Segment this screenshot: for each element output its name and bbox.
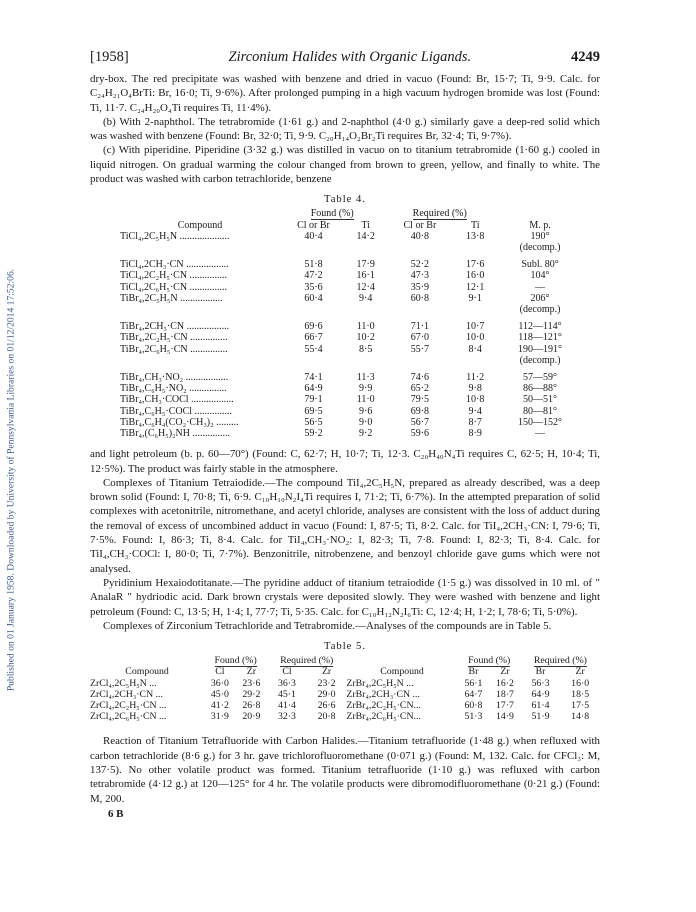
table5-cell: 20·8 bbox=[317, 711, 336, 723]
paragraph: (c) With piperidine. Piperidine (3·32 g.) was distilled in vacuo on to titanium tetrabromide (1·60 g.) cooled in liquid nitrogen. On gradual warming the colour changed from brown to green, yellow, and finally to white. The product was washed with carbon tetrachloride, benzene bbox=[90, 144, 600, 186]
table4-col-header: Cl or Br bbox=[297, 219, 330, 231]
header-title: Zirconium Halides with Organic Ligands. bbox=[228, 49, 472, 65]
table5-cell: 18·5 bbox=[571, 688, 590, 700]
table5-required-head-left: Required (%) bbox=[280, 655, 334, 667]
table5-cell: 26·8 bbox=[242, 699, 261, 711]
table4-col-header: M. p. bbox=[529, 219, 551, 231]
table4-cell: 40·8 bbox=[410, 230, 430, 242]
table5-cell: 36·0 bbox=[210, 677, 229, 689]
table4-row bbox=[120, 304, 585, 315]
table4-row bbox=[120, 332, 585, 343]
table4-cell: 86—88° bbox=[523, 383, 558, 395]
table4-cell: 60·8 bbox=[410, 292, 430, 304]
table5-found-head-right: Found (%) bbox=[468, 655, 511, 667]
table4-cell: 16·0 bbox=[466, 270, 485, 282]
table5-cell: 64·9 bbox=[531, 688, 550, 700]
table5-row bbox=[90, 700, 600, 711]
table4-cell: 59·6 bbox=[410, 428, 430, 440]
table4-cell bbox=[120, 242, 280, 253]
table4-col-header: Ti bbox=[470, 219, 480, 231]
table4-cell bbox=[347, 304, 384, 315]
table4-cell: TiBr₄,CH₃·NO₂ ................. bbox=[120, 372, 229, 384]
table4-row bbox=[120, 242, 585, 253]
table5-col-header: Zr bbox=[246, 666, 257, 678]
table4-cell: 56·7 bbox=[410, 416, 430, 428]
table4-cell: 35·9 bbox=[410, 281, 430, 293]
table5-header-row bbox=[90, 666, 600, 677]
table4-cell bbox=[120, 304, 280, 315]
table5-cell: ZrCl₄,2C₂H₅·CN ... bbox=[90, 699, 167, 711]
table4-cell: 79·5 bbox=[410, 394, 430, 406]
table5-cell: 20·9 bbox=[242, 711, 261, 723]
table5-cell: 17·7 bbox=[495, 699, 514, 711]
table5-cell: ZrBr₄,2C₅H₅N ... bbox=[346, 677, 414, 689]
table5-cell: 23·2 bbox=[317, 677, 336, 689]
table5-col-header: Compound bbox=[380, 666, 424, 678]
table5-cell: 51·3 bbox=[464, 711, 483, 723]
table5-col-header: Cl bbox=[215, 666, 225, 678]
table5-found-head-left: Found (%) bbox=[214, 655, 257, 667]
table4-cell: 10·7 bbox=[466, 321, 485, 333]
table4-row bbox=[120, 372, 585, 383]
table4-cell: 71·1 bbox=[410, 321, 430, 333]
table4-cell: 40·4 bbox=[304, 230, 323, 242]
table5-cell: 26·6 bbox=[317, 699, 336, 711]
table5-cell: 18·7 bbox=[495, 688, 514, 700]
table4-cell: (decomp.) bbox=[519, 304, 561, 315]
table5-col-header: Br bbox=[535, 666, 546, 678]
table4-cell: 11·0 bbox=[356, 394, 375, 406]
table4-cell: 64·9 bbox=[304, 383, 323, 395]
header-page-number: 4249 bbox=[570, 49, 600, 65]
table4-cell: 66·7 bbox=[304, 332, 323, 344]
table4-cell: 9·6 bbox=[359, 405, 373, 417]
table5-cell: 14·8 bbox=[571, 711, 590, 723]
table4-cell: — bbox=[535, 281, 546, 293]
table4-cell bbox=[384, 242, 455, 253]
table4-cell: 67·0 bbox=[410, 332, 430, 344]
table4-cell: 59·2 bbox=[304, 428, 323, 440]
table4-cell: 8·4 bbox=[468, 343, 482, 355]
table5-cell: 23·6 bbox=[242, 677, 261, 689]
table4-cell: 9·2 bbox=[359, 428, 373, 440]
table4-row bbox=[120, 355, 585, 366]
table4-cell: 56·5 bbox=[304, 416, 323, 428]
table5-cell: 60·8 bbox=[464, 699, 483, 711]
table4-cell: 52·2 bbox=[410, 259, 430, 271]
signature-mark: 6 B bbox=[108, 807, 124, 820]
table4-cell: 74·6 bbox=[410, 372, 430, 384]
table4-cell: 8·5 bbox=[359, 343, 373, 355]
table5-cell: 51·9 bbox=[531, 711, 550, 723]
table4-cell: 69·8 bbox=[410, 405, 430, 417]
table4-cell: TiBr₄,(C₆H₅)₂NH ............... bbox=[120, 428, 230, 440]
table4-cell: 69·6 bbox=[304, 321, 323, 333]
table4-cell: 9·1 bbox=[468, 292, 482, 304]
table4-header-row bbox=[120, 220, 585, 231]
table4-cell: 35·6 bbox=[304, 281, 323, 293]
table4-row bbox=[120, 259, 585, 270]
table4-cell: Subl. 80° bbox=[521, 259, 559, 271]
table5-cell: 29·2 bbox=[242, 688, 261, 700]
table4-row bbox=[120, 383, 585, 394]
table4-cell: 9·0 bbox=[359, 416, 373, 428]
table4-cell: (decomp.) bbox=[519, 241, 561, 253]
table5-group-head bbox=[90, 655, 600, 666]
text-bottom bbox=[90, 734, 600, 805]
table4-cell: 12·4 bbox=[356, 281, 375, 293]
table4-cell: TiCl₄,2CH₃·CN ................. bbox=[120, 259, 229, 271]
table5-cell: ZrBr₄,2C₂H₅·CN... bbox=[346, 699, 421, 711]
paragraph: and light petroleum (b. p. 60—70°) (Found: C, 62·7; H, 10·7; Ti, 12·3. C₂₀H₄₀N₄Ti requires C, 62·5; H, 10·4; Ti, 12·5%). The product was fairly stable in the atmosphere. bbox=[90, 448, 600, 475]
table4-cell bbox=[384, 304, 455, 315]
table5-cell: ZrCl₄,2CH₃·CN ... bbox=[90, 688, 163, 700]
table4-cell: (decomp.) bbox=[519, 354, 561, 366]
table4-required-head: Required (%) bbox=[412, 208, 467, 220]
table4-row bbox=[120, 231, 585, 242]
table4-caption: Table 4. bbox=[324, 194, 366, 206]
table4-cell: 10·8 bbox=[466, 394, 485, 406]
table4-cell: 69·5 bbox=[304, 405, 323, 417]
table4-row bbox=[120, 417, 585, 428]
table4-cell: 8·7 bbox=[468, 416, 482, 428]
table4-cell: 55·7 bbox=[410, 343, 430, 355]
table5-cell: ZrCl₄,2C₆H₅·CN ... bbox=[90, 711, 167, 723]
table4-cell: TiBr₄,2CH₃·CN ................. bbox=[120, 321, 230, 333]
table4-cell: 10·2 bbox=[356, 332, 375, 344]
table4-cell: 190° bbox=[530, 230, 550, 242]
table5-cell: 31·9 bbox=[210, 711, 229, 723]
table4-cell: TiCl₄,2C₂H₅·CN ............... bbox=[120, 270, 228, 282]
paragraph: dry-box. The red precipitate was washed with benzene and dried in vacuo (Found: Br, 15·7; Ti, 9·9. Calc. for C₂₄H₂₁O₄BrTi: Br, 16·0; Ti, 9·6%). After prolonged pumping in a high vacuum hydrogen bromide was lost (Found: Ti, 11·7. C₂₄H₂₀O₄Ti requires Ti, 11·4%). bbox=[90, 73, 600, 114]
table5-col-header: Zr bbox=[575, 666, 585, 678]
table4-cell bbox=[280, 242, 347, 253]
table4-cell: 57—59° bbox=[523, 372, 558, 384]
table4-col-header: Compound bbox=[177, 219, 223, 231]
table5-cell: 29·0 bbox=[317, 688, 336, 700]
table4-cell: TiBr₄,C₆H₅·COCl ............... bbox=[120, 405, 233, 417]
table4-found-head: Found (%) bbox=[310, 208, 354, 220]
table5-required-head-right: Required (%) bbox=[533, 655, 587, 667]
table5-col-header: Zr bbox=[321, 666, 332, 678]
table4-cell: TiCl₄,2C₆H₅·CN ............... bbox=[120, 281, 228, 293]
table4-cell: 9·8 bbox=[468, 383, 482, 395]
table4-cell: TiBr₄,2C₆H₅·CN ............... bbox=[120, 343, 228, 355]
table4-col-header: Ti bbox=[361, 219, 370, 231]
table5-col-header: Compound bbox=[125, 666, 169, 678]
download-note-text: Published on 01 January 1958. Downloaded by University of Pennsylvania Libraries on 01/12/2014 17:52:06. bbox=[5, 268, 17, 692]
paragraph: Pyridinium Hexaiodotitanate.—The pyridine adduct of titanium tetraiodide (1·5 g.) was dissolved in 10 ml. of " AnalaR " hydriodic acid. Dark brown crystals were deposited slowly. They were washed with benzene and light petroleum (Found: C, 13·5; H, 1·4; I, 77·7; Ti, 5·35. Calc. for C₁₀H₁₂N₂I₆Ti: C, 12·4; H, 1·2; I, 78·6; Ti, 5·0%). bbox=[90, 576, 600, 618]
table4 bbox=[120, 208, 585, 439]
table4-cell: 55·4 bbox=[304, 343, 323, 355]
table4-cell: 11·2 bbox=[466, 372, 485, 384]
table4-cell: 74·1 bbox=[304, 372, 323, 384]
table4-cell: 17·6 bbox=[466, 259, 485, 271]
table5-cell: 17·5 bbox=[571, 699, 590, 711]
table5-cell: 41·2 bbox=[210, 699, 229, 711]
table4-cell: 47·2 bbox=[304, 270, 323, 282]
table4-cell bbox=[455, 304, 495, 315]
table4-cell bbox=[347, 242, 384, 253]
table4-cell: 17·9 bbox=[356, 259, 375, 271]
running-header bbox=[90, 42, 600, 66]
table4-cell bbox=[120, 355, 280, 366]
table4-cell bbox=[455, 242, 495, 253]
table4-cell: 104° bbox=[530, 270, 550, 282]
table4-cell: 10·0 bbox=[466, 332, 485, 344]
table5-cell: 64·7 bbox=[464, 688, 483, 700]
table4-cell bbox=[280, 304, 347, 315]
table4-cell: TiBr₄,C₆H₅·NO₂ ............... bbox=[120, 383, 227, 395]
table4-cell: 190—191° bbox=[518, 343, 563, 355]
page bbox=[90, 42, 600, 820]
table5-cell: 36·3 bbox=[277, 677, 296, 689]
table4-cell: TiCl₄,2C₅H₅N .................... bbox=[120, 230, 230, 242]
text-top bbox=[90, 72, 600, 186]
table4-body bbox=[120, 231, 585, 439]
table4-cell: 8·9 bbox=[468, 428, 482, 440]
paragraph: Complexes of Zirconium Tetrachloride and Tetrabromide.—Analyses of the compounds are in Table 5. bbox=[103, 619, 552, 632]
table5-cell: ZrBr₄,2C₆H₅·CN... bbox=[346, 711, 421, 723]
table4-cell bbox=[280, 355, 347, 366]
table4-cell: 112—114° bbox=[518, 321, 562, 333]
table4-cell: 80—81° bbox=[523, 405, 558, 417]
table4-cell bbox=[347, 355, 384, 366]
header-year: [1958] bbox=[90, 49, 129, 65]
table5-cell: 16·0 bbox=[571, 677, 590, 689]
table5-col-header: Br bbox=[468, 666, 479, 678]
table4-cell: 60·4 bbox=[304, 292, 323, 304]
table5-caption: Table 5. bbox=[324, 641, 366, 653]
paragraph: Reaction of Titanium Tetrafluoride with Carbon Halides.—Titanium tetrafluoride (1·48 g.) when refluxed with carbon tetrachloride (8·6 g.) for 3 hr. gave trichlorofluoromethane (0·071 g.) (Found: M, 132. Calc. for CFCl₃: M, 137·5). No other volatile product was formed. Titanium tetrafluoride (1·10 g.) was refluxed with carbon tetrabromide (4·12 g.) at 120—125° for 4 hr. The volatile products were dibromodifluoromethane (0·21 g.) (Found: M, 200. bbox=[90, 735, 600, 805]
table4-row bbox=[120, 344, 585, 355]
table5-row bbox=[90, 678, 600, 689]
table4-cell: 11·3 bbox=[356, 372, 375, 384]
table4-cell: 206° bbox=[530, 292, 550, 304]
table4-group-head bbox=[120, 208, 585, 219]
table5 bbox=[90, 655, 600, 722]
table4-cell: 50—51° bbox=[523, 394, 558, 406]
table5-body bbox=[90, 678, 600, 723]
table4-row bbox=[120, 406, 585, 417]
table4-cell: 9·9 bbox=[359, 383, 373, 395]
table4-cell: 47·3 bbox=[410, 270, 430, 282]
table5-cell: 41·4 bbox=[277, 699, 296, 711]
table4-cell: 11·0 bbox=[356, 321, 375, 333]
table4-cell: TiBr₄,2C₅H₅N ................. bbox=[120, 292, 223, 304]
table5-col-header: Cl bbox=[282, 666, 292, 678]
table5-row bbox=[90, 711, 600, 722]
table5-cell: ZrCl₄,2C₅H₅N ... bbox=[90, 677, 157, 689]
paragraph: Complexes of Titanium Tetraiodide.—The compound TiI₄,2C₅H₅N, prepared as already described, was a deep brown solid (Found: I, 70·8; Ti, 6·9. C₁₀H₁₀N₂I₄Ti requires I, 71·2; Ti, 6·7%). In the attempted preparation of solid complexes with acetonitrile, nitromethane, and acetyl chloride, analyses are consistent with the loss of adduct during the removal of excess of uncombined adduct in vacuo (Found: I, 87·5; Ti, 8·2. Calc. for TiI₄,2CH₃·CN: I, 79·6; Ti, 7·5%. Found: I, 86·3; Ti, 8·4. Calc. for TiI₄,CH₃·NO₂: I, 82·3; Ti, 7·8. Found: I, 82·3; Ti, 8·4. Calc. for TiI₄,CH₃·COCl: I, 80·0; Ti, 7·7%). Benzonitrile, nitrobenzene, and benzoyl chloride gave gums which were not analysed. bbox=[90, 476, 600, 575]
table5-cell: 61·4 bbox=[531, 699, 550, 711]
table5-cell: 56·1 bbox=[464, 677, 483, 689]
table4-cell: 150—152° bbox=[518, 416, 563, 428]
table4-cell: 65·2 bbox=[410, 383, 430, 395]
table5-cell: 45·0 bbox=[210, 688, 229, 700]
table4-row bbox=[120, 428, 585, 439]
table4-cell: TiBr₄,2C₂H₅·CN ............... bbox=[120, 332, 228, 344]
table5-cell: ZrBr₄,2CH₃·CN ... bbox=[346, 688, 420, 700]
table5-cell: 56·3 bbox=[531, 677, 550, 689]
download-sidebar-note bbox=[2, 60, 20, 900]
table4-cell: 9·4 bbox=[468, 405, 482, 417]
table4-row bbox=[120, 282, 585, 293]
table4-cell: 14·2 bbox=[356, 230, 375, 242]
table4-row bbox=[120, 394, 585, 405]
table4-row bbox=[120, 321, 585, 332]
table4-cell bbox=[384, 355, 455, 366]
table4-cell: 118—121° bbox=[518, 332, 562, 344]
table5-col-header: Zr bbox=[500, 666, 510, 678]
table5-cell: 14·9 bbox=[495, 711, 514, 723]
table4-row bbox=[120, 293, 585, 304]
table4-cell: 51·8 bbox=[304, 259, 323, 271]
table4-cell: TiBr₄,C₆H₄(CO₂·CH₃)₂ ......... bbox=[120, 416, 239, 428]
paragraph: (b) With 2-naphthol. The tetrabromide (1·61 g.) and 2-naphthol (4·0 g.) similarly gave a deep-red solid which was washed with benzene (Found: Br, 32·0; Ti, 9·9. C₂₀H₁₄O₂Br₂Ti requires Br, 32·4; Ti, 9·7%). bbox=[90, 115, 600, 143]
text-mid bbox=[90, 447, 600, 633]
table5-cell: 32·3 bbox=[277, 711, 296, 723]
table4-cell bbox=[455, 355, 495, 366]
table4-cell: — bbox=[535, 428, 546, 440]
table4-cell: 9·4 bbox=[359, 292, 373, 304]
table5-cell: 45·1 bbox=[277, 688, 296, 700]
table4-cell: 16·1 bbox=[356, 270, 375, 282]
table5-cell: 16·2 bbox=[495, 677, 514, 689]
table4-cell: 12·1 bbox=[466, 281, 485, 293]
table4-cell: 79·1 bbox=[304, 394, 323, 406]
table4-row bbox=[120, 270, 585, 281]
table4-cell: 13·8 bbox=[466, 230, 485, 242]
table5-row bbox=[90, 689, 600, 700]
table4-col-header: Cl or Br bbox=[403, 219, 437, 231]
table4-cell: TiBr₄,CH₃·COCl ................. bbox=[120, 394, 234, 406]
